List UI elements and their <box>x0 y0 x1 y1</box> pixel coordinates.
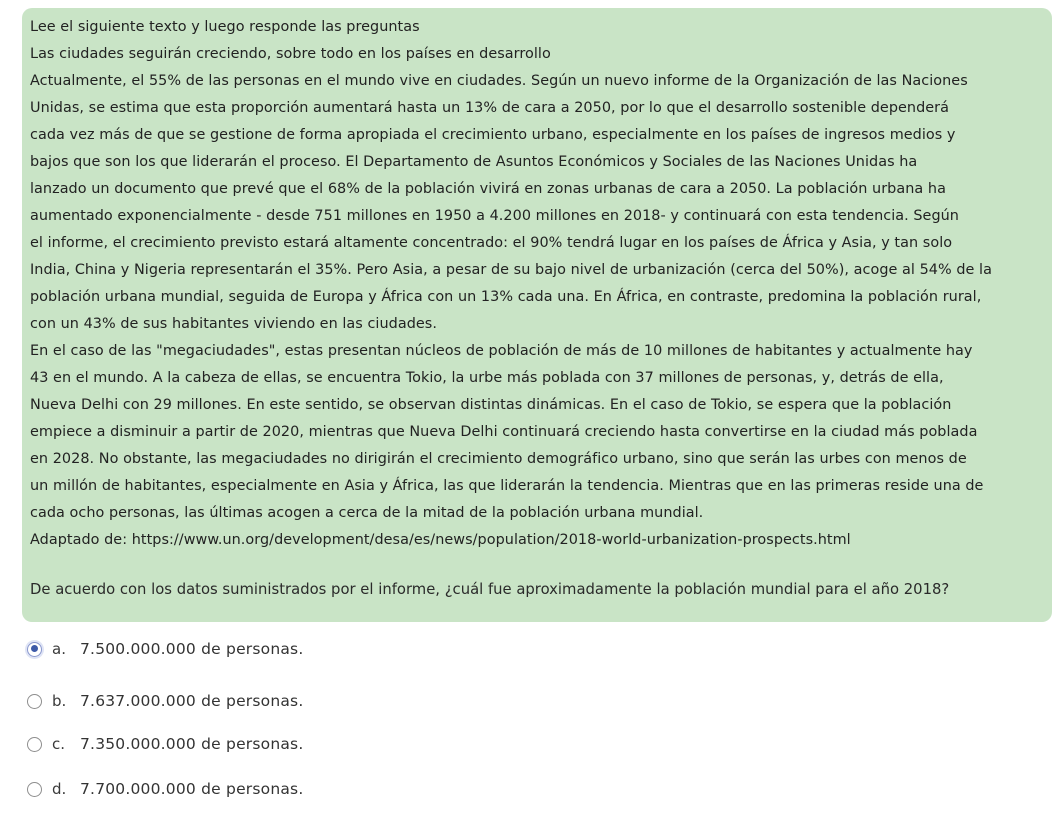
reading-source: Adaptado de: https://www.un.org/development/desa/es/news/population/2018-world-urbanization-prospects.html <box>30 532 851 548</box>
option-text: 7.500.000.000 de personas. <box>80 640 304 658</box>
reading-line: En el caso de las "megaciudades", estas presentan núcleos de población de más de 10 millones de habitantes y actualmente hay <box>30 343 973 359</box>
reading-line: 43 en el mundo. A la cabeza de ellas, se encuentra Tokio, la urbe más poblada con 37 millones de personas, y, detrás de ella, <box>30 370 944 386</box>
option-letter: b. <box>52 692 67 710</box>
reading-line: Unidas, se estima que esta proporción aumentará hasta un 13% de cara a 2050, por lo que el desarrollo sostenible dependerá <box>30 100 950 116</box>
reading-line: bajos que son los que liderarán el proceso. El Departamento de Asuntos Económicos y Sociales de las Naciones Unidas ha <box>30 154 918 170</box>
radio-icon[interactable] <box>27 737 42 752</box>
option-text: 7.637.000.000 de personas. <box>80 692 304 710</box>
reading-line: cada ocho personas, las últimas acogen a cerca de la mitad de la población urbana mundial. <box>30 505 704 521</box>
reading-line: Nueva Delhi con 29 millones. En este sentido, se observan distintas dinámicas. En el caso de Tokio, se espera que la población <box>30 397 952 413</box>
option-letter: a. <box>52 640 66 658</box>
radio-icon[interactable] <box>27 694 42 709</box>
reading-line: en 2028. No obstante, las megaciudades no dirigirán el crecimiento demográfico urbano, sino que serán las urbes con menos de <box>30 451 967 467</box>
option-text: 7.350.000.000 de personas. <box>80 735 304 753</box>
reading-line: Actualmente, el 55% de las personas en el mundo vive en ciudades. Según un nuevo informe de la Organización de las Naciones <box>30 73 968 89</box>
option-a[interactable] <box>10 632 530 666</box>
reading-line: India, China y Nigeria representarán el 35%. Pero Asia, a pesar de su bajo nivel de urbanización (cerca del 50%), acoge al 54% de la <box>30 262 992 278</box>
reading-line: cada vez más de que se gestione de forma apropiada el crecimiento urbano, especialmente en los países de ingresos medios y <box>30 127 956 143</box>
reading-line: aumentado exponencialmente - desde 751 millones en 1950 a 4.200 millones en 2018- y continuará con esta tendencia. Según <box>30 208 959 224</box>
reading-instruction: Lee el siguiente texto y luego responde las preguntas <box>30 19 420 35</box>
option-c[interactable] <box>10 727 530 761</box>
option-letter: c. <box>52 735 66 753</box>
reading-line: el informe, el crecimiento previsto estará altamente concentrado: el 90% tendrá lugar en los países de África y Asia, y tan solo <box>30 235 953 251</box>
radio-selected-icon[interactable] <box>27 642 42 657</box>
reading-line: un millón de habitantes, especialmente en Asia y África, las que liderarán la tendencia. Mientras que en las primeras reside una de <box>30 478 984 494</box>
radio-icon[interactable] <box>27 782 42 797</box>
reading-line: población urbana mundial, seguida de Europa y África con un 13% cada una. En África, en contraste, predomina la población rural, <box>30 289 982 305</box>
option-text: 7.700.000.000 de personas. <box>80 780 304 798</box>
question-text: De acuerdo con los datos suministrados por el informe, ¿cuál fue aproximadamente la población mundial para el año 2018? <box>30 581 950 598</box>
reading-line: empiece a disminuir a partir de 2020, mientras que Nueva Delhi continuará creciendo hasta convertirse en la ciudad más poblada <box>30 424 978 440</box>
reading-line: lanzado un documento que prevé que el 68% de la población vivirá en zonas urbanas de cara a 2050. La población urbana ha <box>30 181 946 197</box>
option-letter: d. <box>52 780 67 798</box>
option-d[interactable] <box>10 772 530 806</box>
reading-title: Las ciudades seguirán creciendo, sobre todo en los países en desarrollo <box>30 46 551 62</box>
option-b[interactable] <box>10 684 530 718</box>
reading-line: con un 43% de sus habitantes viviendo en las ciudades. <box>30 316 437 332</box>
